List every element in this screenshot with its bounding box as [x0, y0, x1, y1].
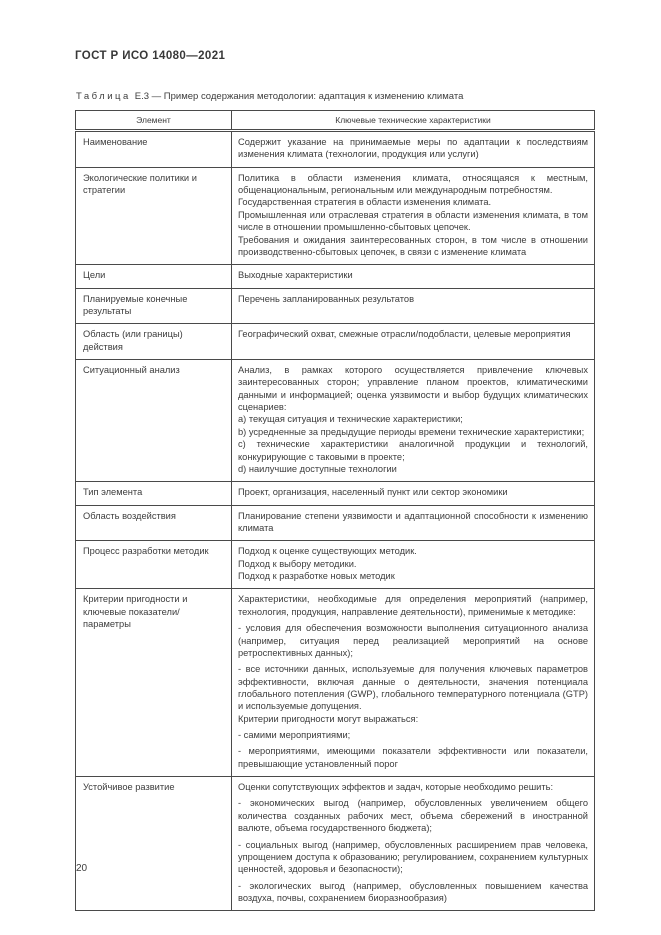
document-standard-number: ГОСТ Р ИСО 14080—2021: [75, 50, 226, 62]
table-row: [76, 482, 595, 505]
characteristics-cell: [232, 288, 595, 324]
characteristics-paragraph: Оценки сопутствующих эффектов и задач, которые необходимо решить:: [238, 782, 554, 793]
characteristics-paragraph: Планирование степени уязвимости и адаптационной способности к изменению климата: [238, 510, 588, 533]
element-cell: Ситуационный анализ: [76, 360, 232, 482]
characteristics-paragraph: Государственная стратегия в области изменения климата.: [238, 197, 492, 208]
characteristics-cell: [232, 505, 595, 541]
methodology-table: [75, 110, 595, 911]
page-number: 20: [76, 863, 88, 874]
characteristics-paragraph: Перечень запланированных результатов: [238, 293, 415, 304]
table-row: [76, 541, 595, 589]
characteristics-paragraph: d) наилучшие доступные технологии: [238, 463, 397, 474]
characteristics-cell: [232, 265, 595, 288]
characteristics-cell: [232, 324, 595, 360]
table-row: [76, 288, 595, 324]
characteristics-paragraph: Подход к разработке новых методик: [238, 571, 395, 582]
characteristics-paragraph: Анализ, в рамках которого осуществляется привлечение ключевых заинтересованных сторон; управление планом проектов, климатическими данными и информацией; оценка уязвимости и выбор будущих климатических сценариев:: [238, 365, 588, 413]
characteristics-paragraph: - экологических выгод (например, обусловленных повышением качества воздуха, почвы, сохранением биоразнообразия): [238, 880, 588, 903]
characteristics-paragraph: Выходные характеристики: [238, 270, 353, 281]
table-row: [76, 360, 595, 482]
element-cell: Устойчивое развитие: [76, 777, 232, 911]
table-row: [76, 589, 595, 777]
element-cell: Наименование: [76, 131, 232, 168]
characteristics-paragraph: - социальных выгод (например, обусловленных расширением прав человека, упрощением доступа к образованию; регулированием, сохранением культурных ценностей, здоровья и безопасности);: [238, 839, 588, 875]
table-row: [76, 324, 595, 360]
characteristics-cell: [232, 360, 595, 482]
characteristics-paragraph: Политика в области изменения климата, относящаяся к местным, общенациональным, региональным или международным потребностям.: [238, 172, 588, 196]
characteristics-cell: [232, 777, 595, 911]
characteristics-paragraph: Географический охват, смежные отрасли/подобласти, целевые мероприятия: [238, 329, 571, 340]
characteristics-paragraph: Требования и ожидания заинтересованных сторон, в том числе в отношении производственно-сбытовых цепочек, в связи с изменение климата: [238, 234, 588, 257]
characteristics-paragraph: Подход к выбору методики.: [238, 558, 357, 569]
element-cell: Тип элемента: [76, 482, 232, 505]
characteristics-paragraph: a) текущая ситуация и технические характеристики;: [238, 414, 463, 425]
characteristics-paragraph: - самими мероприятиями;: [238, 730, 351, 741]
characteristics-paragraph: b) усредненные за предыдущие периоды времени технические характеристики;: [238, 426, 585, 437]
characteristics-paragraph: - мероприятиями, имеющими показатели эффективности или показатели, превышающие установленный порог: [238, 746, 588, 769]
characteristics-cell: [232, 167, 595, 265]
element-cell: Область (или границы) действия: [76, 324, 232, 360]
element-cell: Критерии пригодности и ключевые показатели/ параметры: [76, 589, 232, 777]
table-body: [76, 131, 595, 911]
element-cell: Область воздействия: [76, 505, 232, 541]
table-caption-text: Е.3 — Пример содержания методологии: адаптация к изменению климата: [134, 91, 464, 102]
table-caption-label: Таблица: [76, 91, 131, 102]
characteristics-paragraph: - экономических выгод (например, обусловленных увеличением общего количества созданных рабочих мест, объема сбережений в иностранной валюте, объема государственного бюджета);: [238, 798, 588, 834]
characteristics-paragraph: Подход к оценке существующих методик.: [238, 546, 417, 557]
table-row: [76, 777, 595, 911]
characteristics-cell: [232, 541, 595, 589]
table-caption: [76, 91, 463, 102]
table-row: [76, 131, 595, 168]
characteristics-paragraph: - все источники данных, используемые для получения ключевых параметров эффективности, включая данные о деятельности, значения потенциала глобального потепления (GWP), глобального температурного потенциала (GTP) и используемые допущения.: [238, 664, 588, 712]
characteristics-paragraph: Критерии пригодности могут выражаться:: [238, 713, 419, 724]
characteristics-paragraph: c) технические характеристики аналогичной продукции и технологий, конкурирующие с таковыми в проекте;: [238, 439, 588, 462]
characteristics-paragraph: Промышленная или отраслевая стратегия в области изменения климата, в том числе в отношении промышленно-сбытовых цепочек.: [238, 209, 588, 233]
characteristics-paragraph: - условия для обеспечения возможности выполнения ситуационного анализа (например, ситуация перед реализацией мероприятий на основе ретроспективных данных);: [238, 623, 588, 658]
characteristics-paragraph: Характеристики, необходимые для определения мероприятий (например, технология, продукция, направление деятельности), применимые к методике:: [238, 594, 588, 617]
characteristics-paragraph: Содержит указание на принимаемые меры по адаптации к последствиям изменения климата (технологии, продукция или услуги): [238, 137, 588, 160]
element-cell: Цели: [76, 265, 232, 288]
table-row: [76, 167, 595, 265]
column-header-element: Элемент: [76, 111, 232, 131]
characteristics-cell: [232, 482, 595, 505]
element-cell: Процесс разработки методик: [76, 541, 232, 589]
table-header-row: [76, 111, 595, 131]
column-header-characteristics: Ключевые технические характеристики: [232, 111, 595, 131]
characteristics-cell: [232, 589, 595, 777]
element-cell: Планируемые конечные результаты: [76, 288, 232, 324]
table-row: [76, 265, 595, 288]
element-cell: Экологические политики и стратегии: [76, 167, 232, 265]
characteristics-cell: [232, 131, 595, 168]
table-row: [76, 505, 595, 541]
characteristics-paragraph: Проект, организация, населенный пункт или сектор экономики: [238, 487, 508, 498]
